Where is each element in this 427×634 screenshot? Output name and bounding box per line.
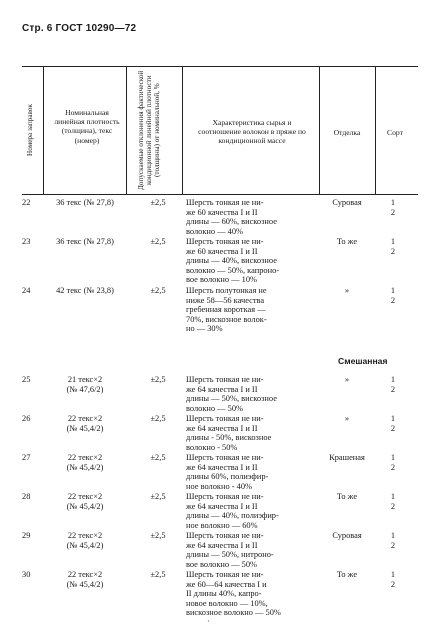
row-linear-density-tex: 21 текс×2 <box>67 375 103 384</box>
row-linear-density <box>48 492 122 511</box>
row-finish: » <box>344 414 350 423</box>
row-finish: То же <box>336 237 358 246</box>
row-number: 27 <box>22 453 31 462</box>
row-grade: 1 2 <box>390 453 396 472</box>
row-composition: Шерсть тонкая не ни- же 64 качества I и II длины 60%, полиэфир- ное волокно - 40% <box>186 453 269 491</box>
row-composition: Шерсть тонкая не ни- же 64 качества I и II длины - 50%, вискозное волокно - 50% <box>186 414 272 452</box>
row-tolerance: ±2,5 <box>150 375 166 384</box>
row-linear-density-tex: 22 текс×2 <box>67 414 103 423</box>
column-divider <box>319 66 320 194</box>
row-number: 25 <box>22 375 31 384</box>
row-linear-density-tex: 22 текс×2 <box>67 453 103 462</box>
row-tolerance: ±2,5 <box>150 531 166 540</box>
row-grade: 1 2 <box>390 286 396 305</box>
page-header: Стр. 6 ГОСТ 10290—72 <box>22 23 137 34</box>
row-linear-density <box>48 453 122 472</box>
row-tolerance: ±2,5 <box>150 570 166 579</box>
row-composition: Шерсть тонкая не ни- же 60—64 качества I и II длины 40%, капро- новое волокно — 10%, вискозное волокно — 50% <box>186 570 281 618</box>
row-finish: То же <box>336 492 358 501</box>
row-tolerance: ±2,5 <box>150 237 166 246</box>
column-divider <box>43 66 44 194</box>
row-finish: Суровая <box>332 198 362 207</box>
header-finish: Отделка <box>333 128 361 137</box>
header-linear-density: Номинальная линейная плотность (толщина), текс (номер) <box>54 108 120 145</box>
row-number: 26 <box>22 414 31 423</box>
column-divider <box>375 66 376 194</box>
row-linear-density-number: (№ 45,4/2) <box>66 462 104 472</box>
table-top-rule <box>22 66 418 67</box>
row-number: 28 <box>22 492 31 501</box>
row-linear-density: 36 текс (№ 27,8) <box>56 237 114 246</box>
row-finish: Суровая <box>332 531 362 540</box>
row-composition: Шерсть тонкая не ни- же 64 качества I и II длины — 50%, нитроно- вое волокно — 50% <box>186 531 274 569</box>
row-composition: Шерсть тонкая не ни- же 60 качества I и II длины — 40%, вискозное волокно — 50%, капроно- вое волокно — 10% <box>186 237 280 285</box>
row-number: 29 <box>22 531 31 540</box>
row-grade: 1 2 <box>390 531 396 550</box>
row-tolerance: ±2,5 <box>150 286 166 295</box>
table-header-bottom-rule <box>22 194 418 195</box>
row-number: 30 <box>22 570 31 579</box>
row-linear-density-tex: 22 текс×2 <box>67 492 103 501</box>
row-grade: 1 2 <box>390 492 396 511</box>
header-composition: Характеристика сырья и соотношение волокон в пряже по кондиционной массе <box>198 118 306 146</box>
row-tolerance: ±2,5 <box>150 453 166 462</box>
header-number: Номера заправок <box>26 104 34 156</box>
row-composition: Шерсть тонкая не ни- же 64 качества I и II длины — 50%, вискозное волокно — 50% <box>186 375 277 413</box>
row-linear-density: 36 текс (№ 27,8) <box>56 198 114 207</box>
row-number: 24 <box>22 286 31 295</box>
header-grade: Сорт <box>387 128 403 137</box>
row-tolerance: ±2,5 <box>150 414 166 423</box>
row-tolerance: ±2,5 <box>150 198 166 207</box>
row-grade: 1 2 <box>390 414 396 433</box>
row-linear-density-number: (№ 45,4/2) <box>66 423 104 433</box>
row-linear-density-number: (№ 45,4/2) <box>66 579 104 589</box>
row-linear-density-tex: 22 текс×2 <box>67 531 103 540</box>
row-finish: Крашеная <box>329 453 365 462</box>
row-composition: Шерсть полутонкая не ниже 58—56 качества гребенная короткая — 70%, вискозное волок- но — 30% <box>186 286 267 334</box>
row-linear-density: 42 текс (№ 23,8) <box>56 286 114 295</box>
row-grade: 1 2 <box>390 198 396 217</box>
row-grade: 1 2 <box>390 237 396 256</box>
row-number: 22 <box>22 198 31 207</box>
header-tolerance: Допускаемые отклонения фактической кондиционной линейной плотности (толщины) от номинальной, % <box>137 70 161 190</box>
section-title: Смешанная <box>338 356 388 366</box>
row-linear-density <box>48 414 122 433</box>
row-linear-density <box>48 375 122 394</box>
footer-mark: · <box>207 617 210 626</box>
row-linear-density-number: (№ 45,4/2) <box>66 540 104 550</box>
row-number: 23 <box>22 237 31 246</box>
row-linear-density <box>48 570 122 589</box>
row-linear-density <box>48 531 122 550</box>
row-linear-density-number: (№ 47,6/2) <box>66 384 104 394</box>
row-linear-density-tex: 22 текс×2 <box>67 570 103 579</box>
row-grade: 1 2 <box>390 375 396 394</box>
row-finish: » <box>344 375 350 384</box>
row-finish: » <box>344 286 350 295</box>
row-composition: Шерсть тонкая не ни- же 64 качества I и II длины — 40%, полиэфир- ное волокно — 60% <box>186 492 279 530</box>
row-tolerance: ±2,5 <box>150 492 166 501</box>
column-divider <box>126 66 127 194</box>
column-divider <box>182 66 183 194</box>
row-composition: Шерсть тонкая не ни- же 60 качества I и II длины — 60%, вискозное волокно — 40% <box>186 198 277 236</box>
row-linear-density-number: (№ 45,4/2) <box>66 501 104 511</box>
row-grade: 1 2 <box>390 570 396 589</box>
row-finish: То же <box>336 570 358 579</box>
